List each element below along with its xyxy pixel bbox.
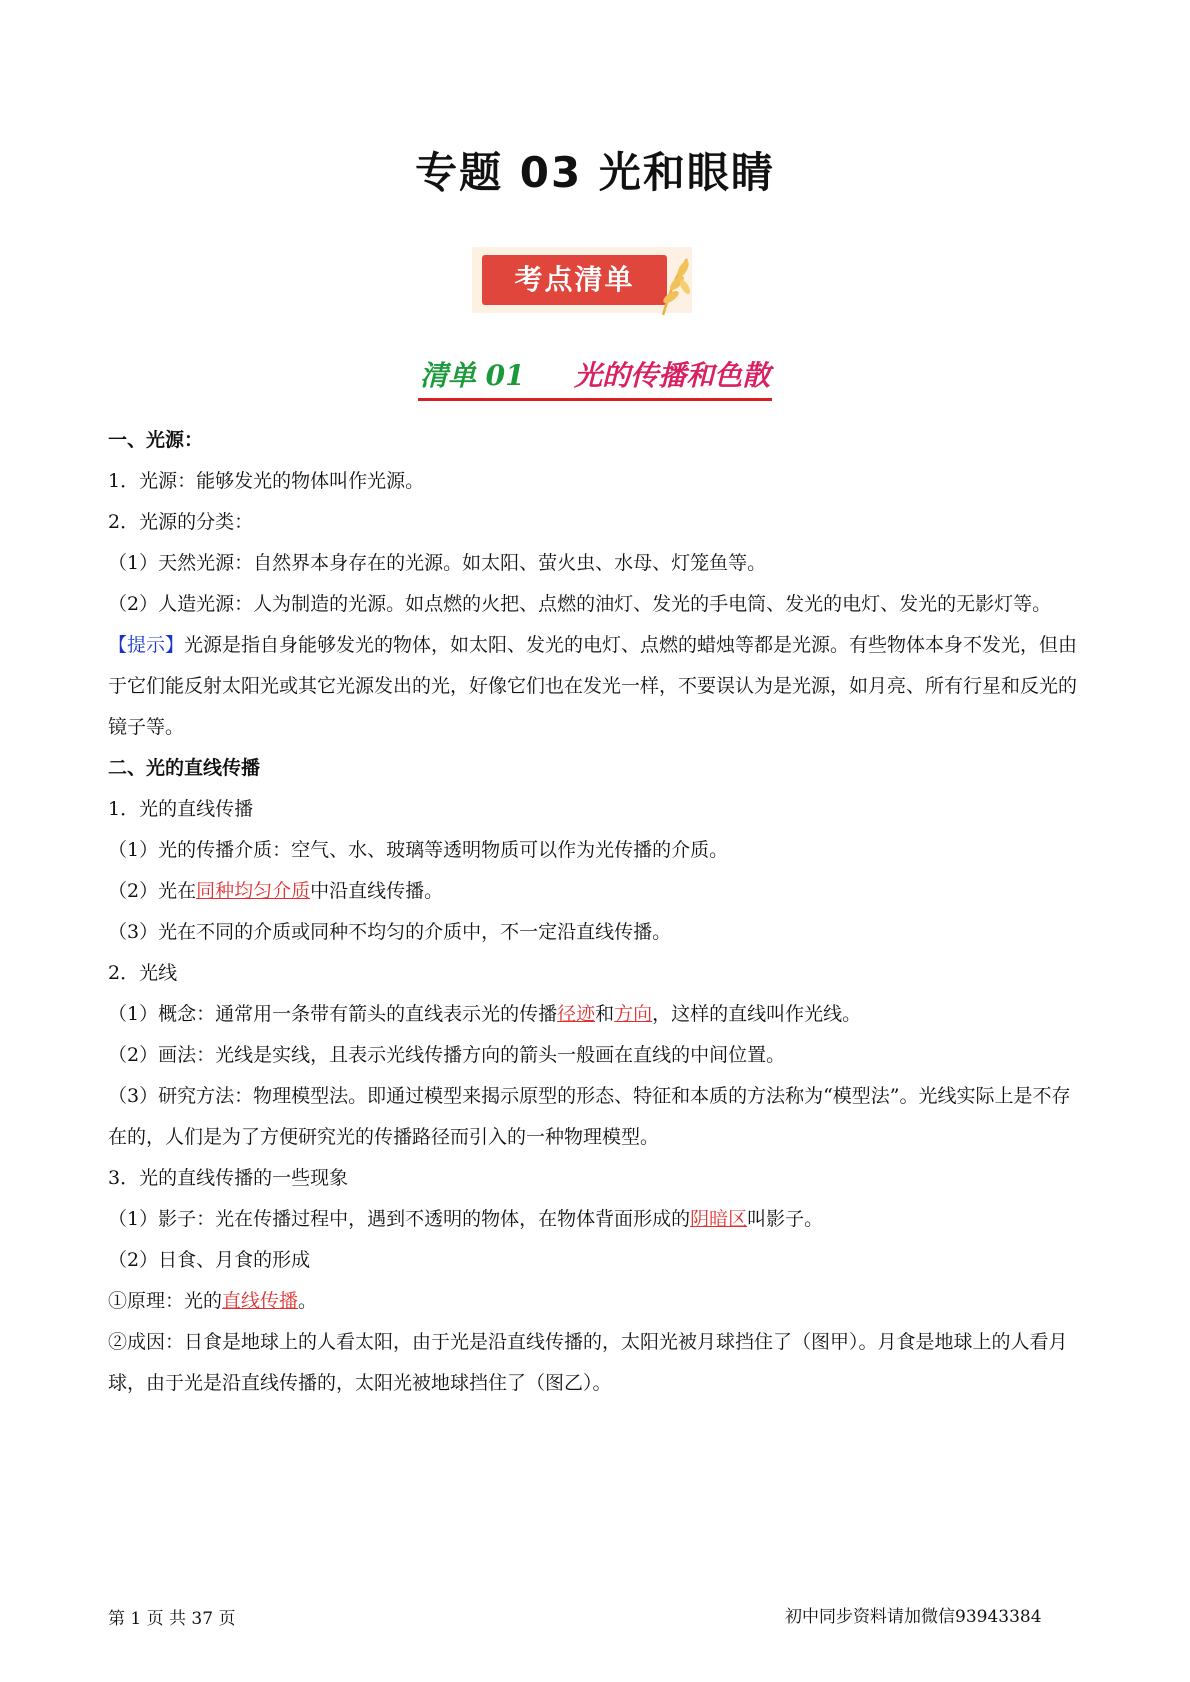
- footer-note: 初中同步资料请加微信93943384: [785, 1607, 1042, 1627]
- paragraph: （2）人造光源：人为制造的光源。如点燃的火把、点燃的油灯、发光的手电筒、发光的电灯、发光的无影灯等。: [108, 593, 1052, 615]
- paragraph: [108, 994, 1083, 1035]
- section-heading: [0, 354, 1190, 401]
- key-term: 同种均匀介质: [196, 880, 311, 902]
- key-term: 方向: [614, 1003, 653, 1025]
- heading-linear-propagation: 二、光的直线传播: [108, 757, 261, 779]
- text: ，这样的直线叫作光线。: [652, 1003, 862, 1025]
- document-body: [108, 420, 1083, 1404]
- paragraph: （2）日食、月食的形成: [108, 1249, 311, 1271]
- paragraph: （1）光的传播介质：空气、水、玻璃等透明物质可以作为光传播的介质。: [108, 839, 729, 861]
- text: （2）光在: [108, 880, 197, 902]
- heading-light-source: 一、光源：: [108, 429, 204, 451]
- badge-label: 考点清单: [482, 255, 667, 305]
- text: 叫影子。: [747, 1208, 824, 1230]
- text: ①原理：光的: [108, 1290, 223, 1312]
- paragraph: [108, 1281, 1083, 1322]
- section-title: 光的传播和色散: [574, 359, 771, 392]
- wheat-leaf-icon: [657, 255, 693, 317]
- paragraph: （3）光在不同的介质或同种不均匀的介质中，不一定沿直线传播。: [108, 921, 672, 943]
- page-title: 专题 03 光和眼睛: [415, 148, 775, 197]
- tip-paragraph: [108, 625, 1083, 748]
- tip-label: 【提示】: [108, 634, 185, 656]
- paragraph: （3）研究方法：物理模型法。即通过模型来揭示原型的形态、特征和本质的方法称为“模型法”。光线实际上是不存在的，人们是为了方便研究光的传播路径而引入的一种物理模型。: [108, 1085, 1071, 1148]
- exam-points-badge: [472, 247, 692, 321]
- paragraph: ②成因：日食是地球上的人看太阳，由于光是沿直线传播的，太阳光被月球挡住了（图甲）。月食是地球上的人看月球，由于光是沿直线传播的，太阳光被地球挡住了（图乙）。: [108, 1331, 1068, 1394]
- paragraph: 1．光的直线传播: [108, 798, 254, 820]
- text: （1）概念：通常用一条带有箭头的直线表示光的传播: [108, 1003, 558, 1025]
- text: 。: [298, 1290, 318, 1312]
- paragraph: 2．光源的分类：: [108, 511, 254, 533]
- tip-text: 光源是指自身能够发光的物体，如太阳、发光的电灯、点燃的蜡烛等都是光源。有些物体本身不发光，但由于它们能反射太阳光或其它光源发出的光，好像它们也在发光一样，不要误认为是光源，如月亮、所有行星和反光的镜子等。: [108, 634, 1078, 738]
- key-term: 径迹: [557, 1003, 596, 1025]
- text: 中沿直线传播。: [310, 880, 444, 902]
- paragraph: 3．光的直线传播的一些现象: [108, 1167, 349, 1189]
- text: 和: [595, 1003, 615, 1025]
- paragraph: （1）天然光源：自然界本身存在的光源。如太阳、萤火虫、水母、灯笼鱼等。: [108, 552, 767, 574]
- page-number: 第 1 页 共 37 页: [108, 1609, 236, 1629]
- paragraph: [108, 871, 1083, 912]
- key-term: 阴暗区: [690, 1208, 748, 1230]
- paragraph: 2．光线: [108, 962, 178, 984]
- key-term: 直线传播: [222, 1290, 299, 1312]
- text: （1）影子：光在传播过程中，遇到不透明的物体，在物体背面形成的: [108, 1208, 691, 1230]
- section-number: 清单 01: [419, 359, 525, 392]
- paragraph: （2）画法：光线是实线，且表示光线传播方向的箭头一般画在直线的中间位置。: [108, 1044, 786, 1066]
- paragraph: 1．光源：能够发光的物体叫作光源。: [108, 470, 425, 492]
- paragraph: [108, 1199, 1083, 1240]
